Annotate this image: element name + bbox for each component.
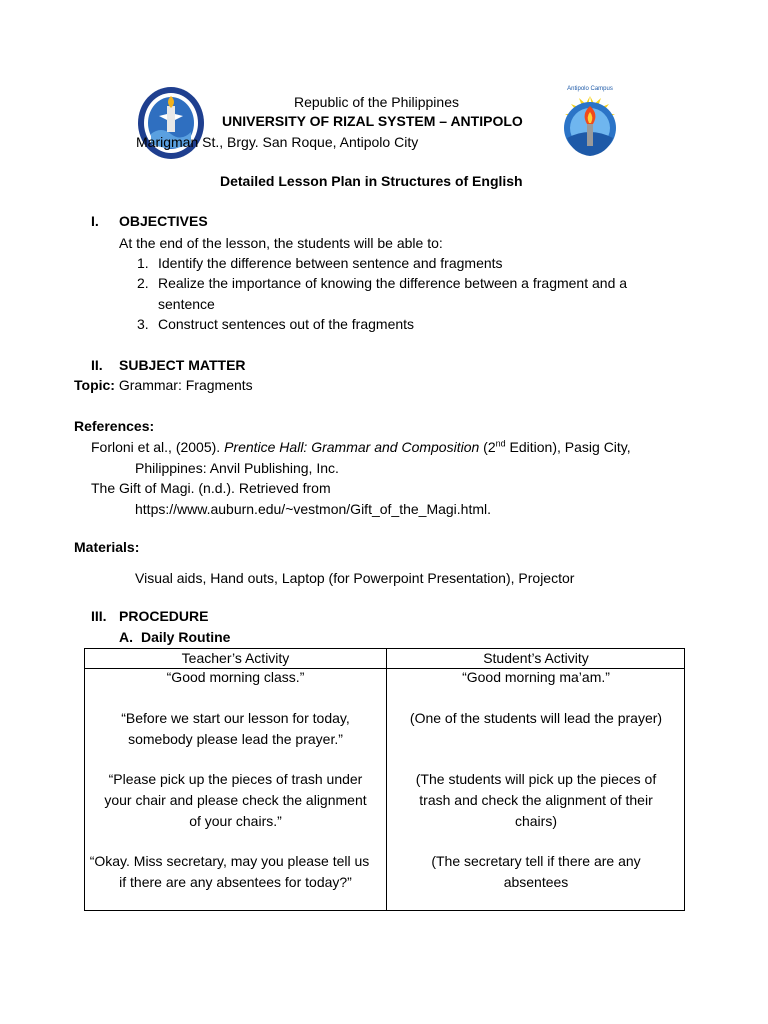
objectives-intro: At the end of the lesson, the students will be able to:	[119, 235, 443, 251]
student-activity-cell: absentees	[503, 874, 569, 890]
teacher-activity-cell: your chair and please check the alignment	[104, 792, 367, 808]
teacher-activity-cell: if there are any absentees for today?”	[119, 874, 352, 890]
topic-line	[74, 377, 253, 394]
objective-number: 1.	[137, 255, 149, 271]
right-logo-caption: Antipolo Campus	[567, 86, 613, 92]
objective-item: Realize the importance of knowing the difference between a fragment and a	[158, 275, 628, 291]
student-activity-cell: (The students will pick up the pieces of	[415, 771, 657, 787]
header-address: Marigman St., Brgy. San Roque, Antipolo City	[136, 134, 419, 150]
objectives-heading: OBJECTIVES	[119, 213, 208, 229]
daily-routine-letter: A.	[119, 629, 133, 645]
student-activity-header: Student’s Activity	[483, 650, 589, 666]
reference-1-title: Prentice Hall: Grammar and Composition	[224, 439, 480, 455]
references-label: References:	[74, 418, 155, 434]
reference-1-edition-pre: (2	[479, 439, 496, 455]
reference-1-edition-sup: nd	[495, 438, 506, 449]
daily-routine-table	[84, 648, 685, 911]
materials-value: Visual aids, Hand outs, Laptop (for Powerpoint Presentation), Projector	[135, 570, 575, 586]
materials-label: Materials:	[74, 539, 140, 555]
teacher-activity-header: Teacher’s Activity	[181, 650, 290, 666]
topic-value: Grammar: Fragments	[118, 377, 253, 393]
reference-2-url: https://www.auburn.edu/~vestmon/Gift_of_the_Magi.html.	[135, 501, 492, 517]
subject-matter-numeral: II.	[91, 357, 103, 373]
student-activity-cell: “Good morning ma’am.”	[462, 669, 610, 685]
procedure-heading: PROCEDURE	[119, 608, 209, 624]
teacher-activity-cell: “Before we start our lesson for today,	[121, 710, 350, 726]
student-activity-cell: trash and check the alignment of their	[419, 792, 653, 808]
topic-label: Topic:	[74, 377, 115, 393]
reference-1-publisher: Philippines: Anvil Publishing, Inc.	[135, 460, 339, 476]
reference-1-edition-post: Edition), Pasig City,	[505, 439, 631, 455]
student-activity-cell: (The secretary tell if there are any	[431, 853, 641, 869]
reference-1	[91, 439, 631, 456]
reference-2: The Gift of Magi. (n.d.). Retrieved from	[91, 480, 331, 496]
student-activity-cell: chairs)	[514, 813, 557, 829]
teacher-activity-cell: somebody please lead the prayer.”	[128, 731, 343, 747]
daily-routine-heading: Daily Routine	[141, 629, 231, 645]
header-university: UNIVERSITY OF RIZAL SYSTEM – ANTIPOLO	[222, 113, 523, 129]
objective-item-continuation: sentence	[158, 296, 215, 312]
reference-1-author: Forloni et al., (2005).	[91, 439, 225, 455]
subject-matter-heading: SUBJECT MATTER	[119, 357, 246, 373]
campus-torch-logo	[557, 82, 623, 166]
objective-number: 3.	[137, 316, 149, 332]
objective-item: Identify the difference between sentence and fragments	[158, 255, 503, 271]
objective-number: 2.	[137, 275, 149, 291]
teacher-activity-cell: “Okay. Miss secretary, may you please tell us	[89, 853, 370, 869]
teacher-activity-cell: “Please pick up the pieces of trash under	[108, 771, 363, 787]
teacher-activity-cell: “Good morning class.”	[166, 669, 305, 685]
document-title: Detailed Lesson Plan in Structures of English	[220, 173, 523, 189]
objective-item: Construct sentences out of the fragments	[158, 316, 415, 332]
student-activity-cell: (One of the students will lead the prayer)	[409, 710, 663, 726]
teacher-activity-cell: of your chairs.”	[189, 813, 282, 829]
header-republic: Republic of the Philippines	[294, 94, 459, 110]
objectives-numeral: I.	[91, 213, 99, 229]
procedure-numeral: III.	[91, 608, 107, 624]
